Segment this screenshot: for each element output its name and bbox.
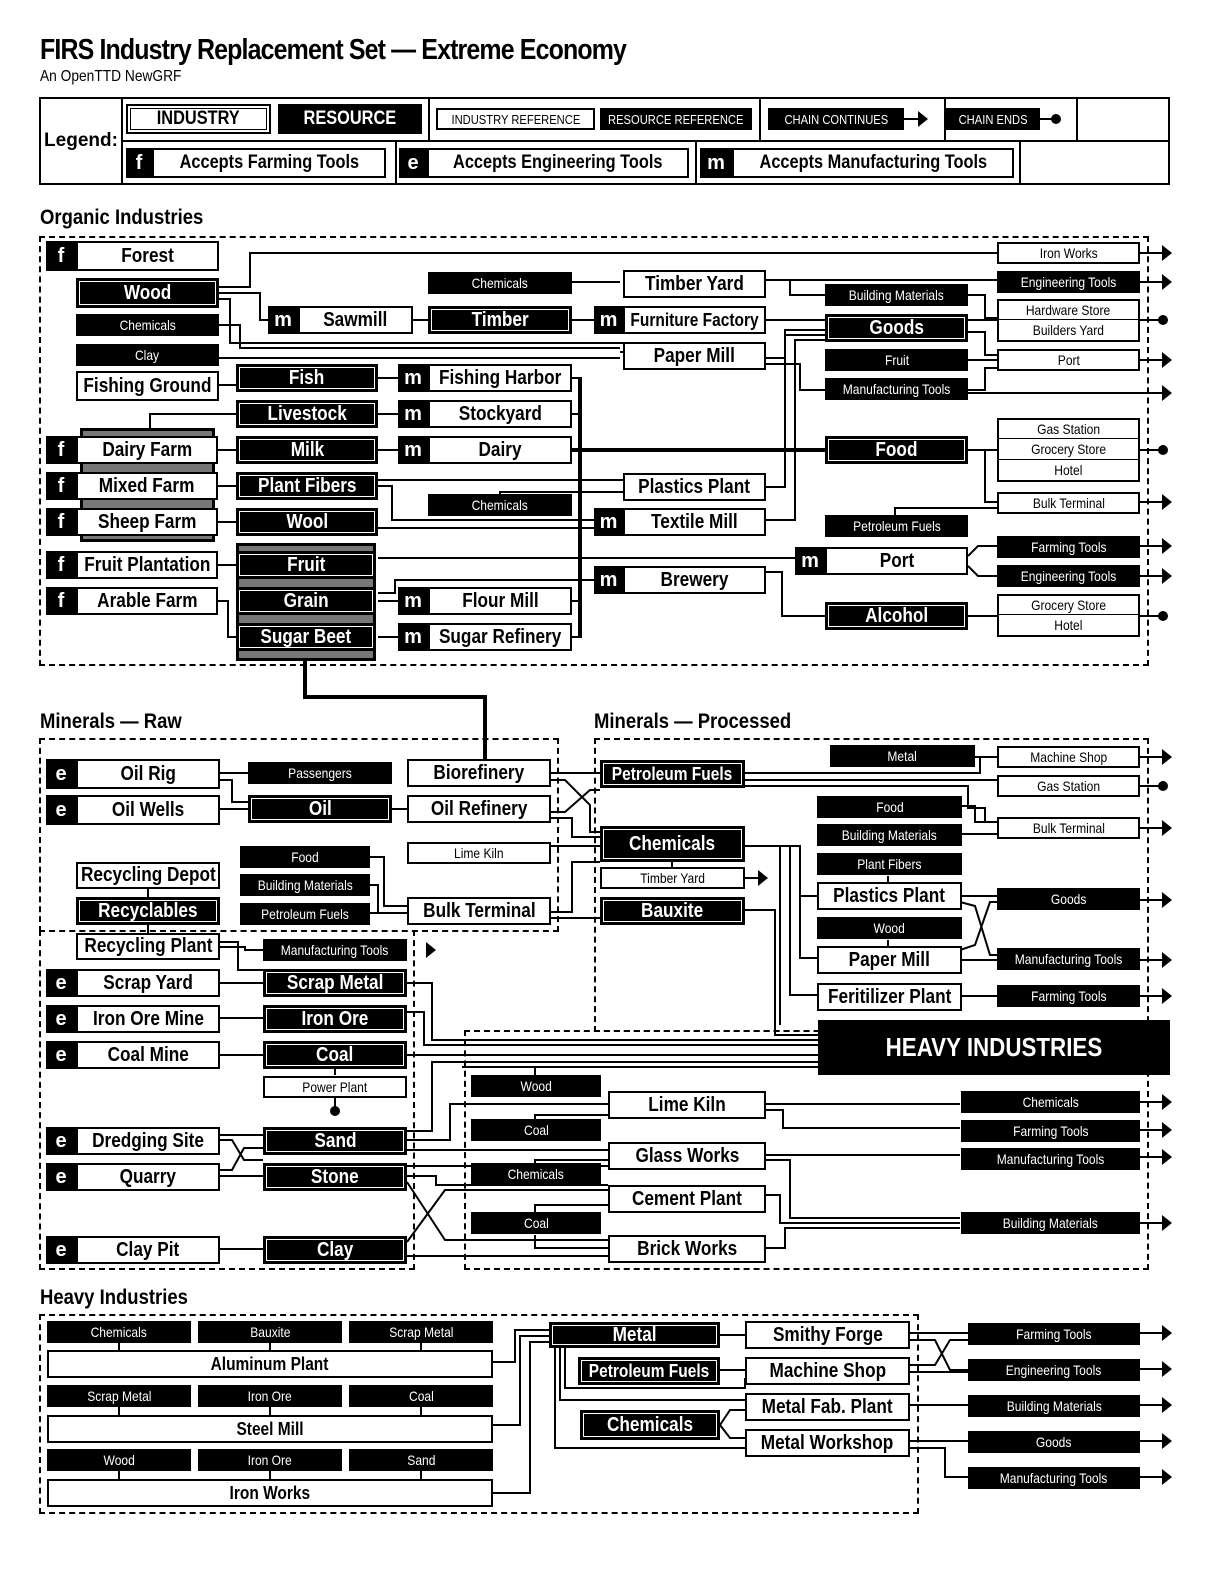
industry-ref-grocery-store[interactable]: Grocery Store [997,439,1140,461]
industry-cement-plant[interactable]: Cement Plant [608,1185,766,1213]
engineering-tag: e [46,1127,76,1155]
industry-fertilizer-plant[interactable]: Feritilizer Plant [817,983,962,1011]
industry-fishing-ground[interactable]: Fishing Ground [76,371,219,401]
industry-textile-mill[interactable]: Textile Mill [623,508,766,536]
engineering-tag: e [46,795,76,825]
resource-ref-petroleum-fuels[interactable]: Petroleum Fuels [240,903,370,925]
resource-ref-food[interactable]: Food [817,796,962,818]
resource-food[interactable]: Food [825,436,968,464]
resource-ref-scrap-metal[interactable]: Scrap Metal [47,1385,191,1407]
section-heavy: Heavy Industries [40,1286,188,1309]
resource-ref-clay[interactable]: Clay [76,344,219,366]
farming-tag: f [46,436,76,464]
engineering-tag: e [46,759,76,789]
industry-ref-power-plant[interactable]: Power Plant [263,1076,407,1098]
resource-goods[interactable]: Goods [825,314,968,342]
engineering-tag: e [46,969,76,997]
industry-ref-gas-station[interactable]: Gas Station [997,775,1140,797]
resource-ref-farming-tools[interactable]: Farming Tools [997,536,1140,558]
industry-ref-builders-yard[interactable]: Builders Yard [997,320,1140,342]
industry-oil-refinery[interactable]: Oil Refinery [407,795,551,823]
industry-ref-iron-works[interactable]: Iron Works [997,242,1140,264]
resource-ref-manufacturing-tools[interactable]: Manufacturing Tools [263,939,407,961]
resource-recyclables[interactable]: Recyclables [76,897,220,925]
resource-oil[interactable]: Oil [248,795,392,823]
manufacturing-tag: m [398,364,428,392]
industry-iron-works[interactable]: Iron Works [47,1479,493,1507]
industry-glass-works[interactable]: Glass Works [608,1142,766,1170]
resource-ref-manufacturing-tools[interactable]: Manufacturing Tools [997,948,1140,970]
industry-metal-workshop[interactable]: Metal Workshop [745,1429,910,1457]
industry-ref-machine-shop[interactable]: Machine Shop [997,746,1140,768]
industry-sugar-refinery[interactable]: Sugar Refinery [428,623,572,651]
legend-resource: RESOURCE [278,104,422,134]
resource-grain[interactable]: Grain [236,587,376,615]
resource-ref-farming-tools[interactable]: Farming Tools [997,985,1140,1007]
manufacturing-tag: m [398,436,428,464]
industry-recycling-plant[interactable]: Recycling Plant [76,933,220,960]
resource-iron-ore[interactable]: Iron Ore [263,1005,407,1033]
resource-ref-wood[interactable]: Wood [47,1449,191,1471]
legend-manufacturing: Accepts Manufacturing Tools [732,148,1014,178]
page-subtitle: An OpenTTD NewGRF [40,68,182,85]
resource-timber[interactable]: Timber [428,306,572,334]
engineering-tag: e [46,1236,76,1264]
industry-ref-bulk-terminal[interactable]: Bulk Terminal [997,817,1140,839]
industry-ref-hotel[interactable]: Hotel [997,460,1140,482]
manufacturing-tag: m [700,148,732,178]
resource-ref-bauxite[interactable]: Bauxite [198,1321,342,1343]
industry-ref-port[interactable]: Port [997,349,1140,371]
resource-fruit[interactable]: Fruit [236,551,376,579]
industry-ref-timber-yard[interactable]: Timber Yard [600,867,745,889]
manufacturing-tag: m [594,508,623,536]
industry-recycling-depot[interactable]: Recycling Depot [76,862,220,889]
industry-stockyard[interactable]: Stockyard [428,400,572,428]
resource-ref-iron-ore[interactable]: Iron Ore [198,1385,342,1407]
industry-coal-mine[interactable]: Coal Mine [76,1041,220,1069]
manufacturing-tag: m [268,306,298,334]
resource-ref-sand[interactable]: Sand [349,1449,493,1471]
resource-ref-building-materials[interactable]: Building Materials [825,284,968,306]
resource-ref-food[interactable]: Food [240,846,370,868]
industry-plastics-plant[interactable]: Plastics Plant [817,882,962,910]
industry-fishing-harbor[interactable]: Fishing Harbor [428,364,572,392]
legend-chain-ends: CHAIN ENDS [946,108,1040,130]
manufacturing-tag: m [398,400,428,428]
industry-oil-wells[interactable]: Oil Wells [76,795,220,825]
resource-bauxite[interactable]: Bauxite [600,897,745,925]
resource-ref-wood[interactable]: Wood [471,1075,601,1097]
engineering-tag: e [46,1005,76,1033]
manufacturing-tag: m [594,566,623,594]
industry-flour-mill[interactable]: Flour Mill [428,587,572,615]
resource-ref-coal[interactable]: Coal [471,1212,601,1234]
resource-metal[interactable]: Metal [549,1322,720,1348]
industry-brewery[interactable]: Brewery [623,566,766,594]
industry-furniture-factory[interactable]: Furniture Factory [623,306,766,334]
industry-bulk-terminal[interactable]: Bulk Terminal [407,897,551,925]
legend-industry: INDUSTRY [126,104,271,134]
resource-ref-building-materials[interactable]: Building Materials [961,1212,1140,1234]
resource-ref-chemicals[interactable]: Chemicals [471,1163,601,1185]
industry-ref-bulk-terminal[interactable]: Bulk Terminal [997,492,1140,514]
industry-scrap-yard[interactable]: Scrap Yard [76,969,220,997]
industry-mixed-farm[interactable]: Mixed Farm [76,472,218,500]
section-organic: Organic Industries [40,206,204,229]
legend-farming: Accepts Farming Tools [152,148,386,178]
resource-wool[interactable]: Wool [236,508,378,536]
resource-ref-metal[interactable]: Metal [830,745,975,767]
industry-brick-works[interactable]: Brick Works [608,1235,766,1263]
resource-clay[interactable]: Clay [263,1236,407,1264]
legend-label: Legend: [41,99,123,183]
industry-quarry[interactable]: Quarry [76,1163,220,1191]
resource-ref-fruit[interactable]: Fruit [825,349,968,371]
resource-fish[interactable]: Fish [236,364,378,392]
resource-ref-building-materials[interactable]: Building Materials [240,874,370,896]
industry-dairy[interactable]: Dairy [428,436,572,464]
industry-machine-shop[interactable]: Machine Shop [745,1357,910,1385]
manufacturing-tag: m [795,547,825,575]
legend-resource-reference: RESOURCE REFERENCE [600,108,752,130]
resource-ref-engineering-tools[interactable]: Engineering Tools [968,1359,1140,1381]
resource-ref-manufacturing-tools[interactable]: Manufacturing Tools [961,1148,1140,1170]
industry-ref-hardware-store[interactable]: Hardware Store [997,299,1140,321]
resource-ref-passengers[interactable]: Passengers [248,762,392,784]
resource-ref-iron-ore[interactable]: Iron Ore [198,1449,342,1471]
farming-tag: f [46,241,76,271]
resource-ref-chemicals[interactable]: Chemicals [428,494,572,516]
resource-ref-chemicals[interactable]: Chemicals [428,272,572,294]
resource-chemicals[interactable]: Chemicals [580,1410,720,1440]
resource-petroleum-fuels[interactable]: Petroleum Fuels [600,760,745,788]
section-minerals-processed: Minerals — Processed [594,710,792,733]
farming-tag: f [46,472,76,500]
industry-steel-mill[interactable]: Steel Mill [47,1415,493,1443]
manufacturing-tag: m [398,623,428,651]
resource-sand[interactable]: Sand [263,1127,407,1155]
page-title: FIRS Industry Replacement Set — Extreme Economy [40,34,627,66]
resource-ref-scrap-metal[interactable]: Scrap Metal [349,1321,493,1343]
resource-milk[interactable]: Milk [236,436,378,464]
industry-dairy-farm[interactable]: Dairy Farm [76,436,218,464]
resource-petroleum-fuels[interactable]: Petroleum Fuels [578,1357,720,1385]
resource-scrap-metal[interactable]: Scrap Metal [263,969,407,997]
section-minerals-raw: Minerals — Raw [40,710,182,733]
industry-biorefinery[interactable]: Biorefinery [407,759,551,787]
industry-ref-hotel[interactable]: Hotel [997,615,1140,637]
industry-arable-farm[interactable]: Arable Farm [76,587,218,615]
industry-sawmill[interactable]: Sawmill [298,306,413,334]
resource-ref-coal[interactable]: Coal [471,1119,601,1141]
industry-plastics-plant[interactable]: Plastics Plant [623,473,766,501]
engineering-tag: e [46,1041,76,1069]
farming-tag: f [46,508,76,536]
industry-ref-gas-station[interactable]: Gas Station [997,418,1140,440]
resource-ref-chemicals[interactable]: Chemicals [47,1321,191,1343]
legend-engineering: Accepts Engineering Tools [427,148,689,178]
legend-chain-continues: CHAIN CONTINUES [768,108,904,130]
industry-aluminum-plant[interactable]: Aluminum Plant [47,1350,493,1378]
resource-ref-wood[interactable]: Wood [817,917,962,939]
resource-ref-building-materials[interactable]: Building Materials [817,824,962,846]
heavy-industries-block[interactable]: HEAVY INDUSTRIES [818,1020,1170,1075]
industry-sheep-farm[interactable]: Sheep Farm [76,508,218,536]
resource-ref-chemicals[interactable]: Chemicals [76,314,219,336]
resource-ref-goods[interactable]: Goods [997,888,1140,910]
industry-lime-kiln[interactable]: Lime Kiln [608,1091,766,1119]
resource-ref-plant-fibers[interactable]: Plant Fibers [817,853,962,875]
industry-clay-pit[interactable]: Clay Pit [76,1236,220,1264]
resource-sugar-beet[interactable]: Sugar Beet [236,623,376,651]
industry-paper-mill[interactable]: Paper Mill [623,342,766,370]
industry-timber-yard[interactable]: Timber Yard [623,270,766,298]
resource-coal[interactable]: Coal [263,1041,407,1069]
farming-tag: f [46,551,76,579]
manufacturing-tag: m [398,587,428,615]
resource-ref-petroleum-fuels[interactable]: Petroleum Fuels [825,515,968,537]
industry-smithy-forge[interactable]: Smithy Forge [745,1321,910,1349]
resource-stone[interactable]: Stone [263,1163,407,1191]
industry-ref-lime-kiln[interactable]: Lime Kiln [407,842,551,864]
resource-ref-building-materials[interactable]: Building Materials [968,1395,1140,1417]
resource-ref-manufacturing-tools[interactable]: Manufacturing Tools [968,1467,1140,1489]
resource-ref-manufacturing-tools[interactable]: Manufacturing Tools [825,378,968,400]
resource-livestock[interactable]: Livestock [236,400,378,428]
industry-fruit-plantation[interactable]: Fruit Plantation [76,551,218,579]
engineering-tag: e [399,148,427,178]
industry-dredging-site[interactable]: Dredging Site [76,1127,220,1155]
industry-port[interactable]: Port [825,547,968,575]
resource-ref-farming-tools[interactable]: Farming Tools [961,1120,1140,1142]
industry-ref-grocery-store[interactable]: Grocery Store [997,594,1140,616]
engineering-tag: e [46,1163,76,1191]
resource-ref-engineering-tools[interactable]: Engineering Tools [997,565,1140,587]
farming-tag: f [126,148,152,178]
resource-ref-engineering-tools[interactable]: Engineering Tools [997,271,1140,293]
resource-wood[interactable]: Wood [76,278,219,308]
industry-metal-fab-plant[interactable]: Metal Fab. Plant [745,1393,910,1421]
farming-tag: f [46,587,76,615]
resource-alcohol[interactable]: Alcohol [825,602,968,630]
resource-ref-goods[interactable]: Goods [968,1431,1140,1453]
industry-iron-ore-mine[interactable]: Iron Ore Mine [76,1005,220,1033]
resource-chemicals[interactable]: Chemicals [600,826,745,862]
industry-oil-rig[interactable]: Oil Rig [76,759,220,789]
resource-ref-chemicals[interactable]: Chemicals [961,1091,1140,1113]
legend-industry-reference: INDUSTRY REFERENCE [436,108,595,130]
resource-ref-coal[interactable]: Coal [349,1385,493,1407]
industry-forest[interactable]: Forest [76,241,219,271]
resource-ref-farming-tools[interactable]: Farming Tools [968,1323,1140,1345]
manufacturing-tag: m [594,306,623,334]
industry-paper-mill[interactable]: Paper Mill [817,946,962,974]
resource-plant-fibers[interactable]: Plant Fibers [236,472,378,500]
